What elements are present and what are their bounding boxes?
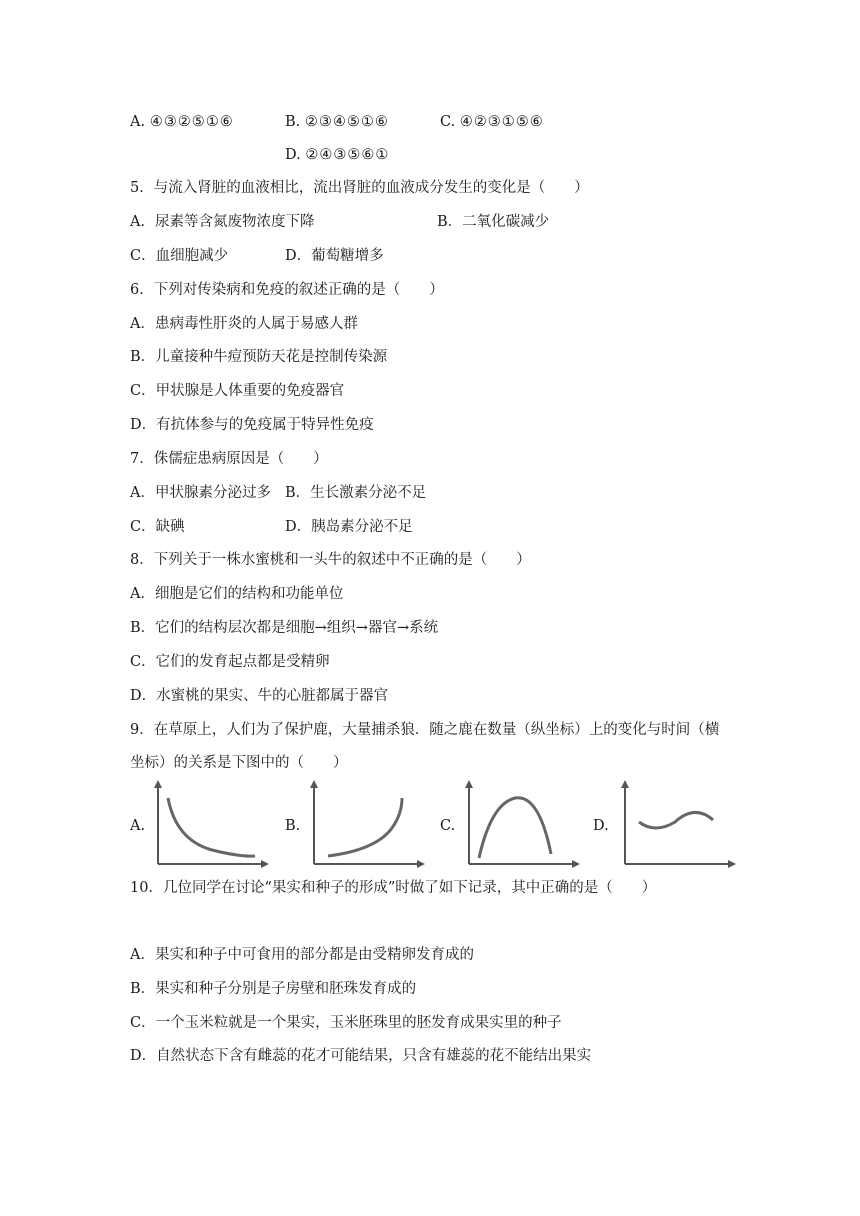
rise-then-fall-curve bbox=[479, 798, 551, 858]
q9-graph-d bbox=[617, 780, 737, 868]
option-text: 它们的结构层次都是细胞→组织→器官→系统 bbox=[155, 620, 439, 636]
x-axis-arrow bbox=[261, 860, 269, 868]
x-axis-arrow bbox=[417, 860, 425, 868]
option-text: 血细胞减少 bbox=[155, 248, 229, 264]
option-letter: C. bbox=[440, 114, 456, 130]
y-axis-arrow bbox=[621, 780, 629, 788]
option-letter: B. bbox=[285, 114, 301, 130]
q9-stem-line1: 9．在草原上，人们为了保护鹿，大量捕杀狼．随之鹿在数量（纵坐标）上的变化与时间（横 bbox=[130, 722, 720, 738]
q4-option-c bbox=[440, 112, 544, 132]
option-letter: C． bbox=[130, 519, 156, 535]
option-letter: B． bbox=[285, 485, 311, 501]
q10-option-d bbox=[130, 1046, 591, 1066]
increasing-curve bbox=[328, 798, 402, 856]
q5-stem: 5．与流入肾脏的血液相比，流出肾脏的血液成分发生的变化是（ ） bbox=[130, 180, 589, 196]
q5-option-c bbox=[130, 246, 228, 266]
option-text: 一个玉米粒就是一个果实，玉米胚珠里的胚发育成果实里的种子 bbox=[155, 1015, 562, 1031]
option-letter: B． bbox=[130, 620, 156, 636]
q7-option-c bbox=[130, 517, 185, 537]
option-text: 患病毒性肝炎的人属于易感人群 bbox=[154, 316, 358, 332]
option-text: ④②③①⑤⑥ bbox=[459, 114, 544, 130]
x-axis-arrow bbox=[572, 860, 580, 868]
q9-graph-c-label: C. bbox=[440, 818, 456, 834]
q10-option-c bbox=[130, 1013, 562, 1033]
x-axis-arrow bbox=[728, 860, 736, 868]
option-text: 胰岛素分泌不足 bbox=[311, 519, 413, 535]
option-letter: A． bbox=[130, 586, 155, 602]
q6-option-c bbox=[130, 381, 344, 401]
option-letter: A． bbox=[130, 947, 155, 963]
q10-stem: 10．几位同学在讨论“果实和种子的形成”时做了如下记录，其中正确的是（ ） bbox=[130, 880, 657, 896]
q9-stem-line2: 坐标）的关系是下图中的（ ） bbox=[130, 755, 348, 771]
option-text: 有抗体参与的免疫属于特异性免疫 bbox=[156, 417, 374, 433]
option-text: 它们的发育起点都是受精卵 bbox=[155, 654, 330, 670]
option-letter: A． bbox=[130, 316, 155, 332]
q8-option-c bbox=[130, 652, 330, 672]
option-letter: D． bbox=[285, 248, 312, 264]
option-letter: A． bbox=[130, 214, 155, 230]
option-letter: C． bbox=[130, 383, 156, 399]
option-text: 自然状态下含有雌蕊的花才可能结果，只含有雄蕊的花不能结出果实 bbox=[156, 1048, 592, 1064]
option-letter: D. bbox=[285, 147, 301, 163]
option-letter: A． bbox=[130, 485, 155, 501]
q8-option-b bbox=[130, 618, 438, 638]
option-text: ②④③⑤⑥① bbox=[305, 147, 390, 163]
option-text: 水蜜桃的果实、牛的心脏都属于器官 bbox=[156, 688, 389, 704]
q4-option-a bbox=[130, 112, 234, 132]
option-letter: C． bbox=[130, 1015, 156, 1031]
q7-option-b bbox=[285, 483, 426, 503]
q6-stem: 6．下列对传染病和免疫的叙述正确的是（ ） bbox=[130, 282, 444, 298]
q8-option-d bbox=[130, 686, 388, 706]
option-text: 甲状腺是人体重要的免疫器官 bbox=[155, 383, 345, 399]
y-axis-arrow bbox=[310, 780, 318, 788]
option-text: 缺碘 bbox=[155, 519, 185, 535]
q10-option-a bbox=[130, 945, 474, 965]
q9-graph-d-label: D. bbox=[593, 818, 609, 834]
q9-graph-a bbox=[150, 780, 270, 868]
q5-option-a bbox=[130, 212, 314, 232]
wave-curve bbox=[639, 812, 713, 828]
option-letter: A. bbox=[130, 114, 146, 130]
q7-option-a bbox=[130, 483, 271, 503]
option-text: 甲状腺素分泌过多 bbox=[154, 485, 271, 501]
option-text: 果实和种子中可食用的部分都是由受精卵发育成的 bbox=[154, 947, 474, 963]
q6-option-d bbox=[130, 415, 374, 435]
q4-option-b bbox=[285, 112, 389, 132]
q9-graph-a-label: A. bbox=[130, 818, 146, 834]
option-letter: B． bbox=[130, 349, 156, 365]
option-text: 葡萄糖增多 bbox=[311, 248, 384, 264]
option-text: ④③②⑤①⑥ bbox=[149, 114, 234, 130]
option-text: ②③④⑤①⑥ bbox=[304, 114, 389, 130]
q9-graph-b-label: B. bbox=[285, 818, 301, 834]
option-letter: D． bbox=[130, 688, 157, 704]
q5-option-b bbox=[437, 212, 549, 232]
option-letter: D． bbox=[285, 519, 312, 535]
option-letter: C． bbox=[130, 248, 156, 264]
option-letter: C． bbox=[130, 654, 156, 670]
option-letter: B． bbox=[130, 981, 156, 997]
y-axis-arrow bbox=[154, 780, 162, 788]
q9-graph-b bbox=[306, 780, 426, 868]
option-letter: B． bbox=[437, 214, 463, 230]
q9-graph-c bbox=[461, 780, 581, 868]
q8-stem: 8．下列关于一株水蜜桃和一头牛的叙述中不正确的是（ ） bbox=[130, 552, 531, 568]
q7-option-d bbox=[285, 517, 413, 537]
option-text: 儿童接种牛痘预防天花是控制传染源 bbox=[155, 349, 388, 365]
option-letter: D． bbox=[130, 1048, 157, 1064]
q7-stem: 7．侏儒症患病原因是（ ） bbox=[130, 451, 328, 467]
q5-option-d bbox=[285, 246, 384, 266]
option-text: 果实和种子分别是子房壁和胚珠发育成的 bbox=[155, 981, 417, 997]
option-text: 二氧化碳减少 bbox=[462, 214, 550, 230]
q6-option-b bbox=[130, 347, 387, 367]
q6-option-a bbox=[130, 314, 358, 334]
decreasing-curve bbox=[168, 798, 255, 856]
option-text: 细胞是它们的结构和功能单位 bbox=[154, 586, 344, 602]
option-text: 生长激素分泌不足 bbox=[310, 485, 427, 501]
y-axis-arrow bbox=[465, 780, 473, 788]
q8-option-a bbox=[130, 584, 343, 604]
q10-option-b bbox=[130, 979, 416, 999]
q4-option-d bbox=[285, 145, 389, 165]
option-letter: D． bbox=[130, 417, 157, 433]
option-text: 尿素等含氮废物浓度下降 bbox=[154, 214, 315, 230]
